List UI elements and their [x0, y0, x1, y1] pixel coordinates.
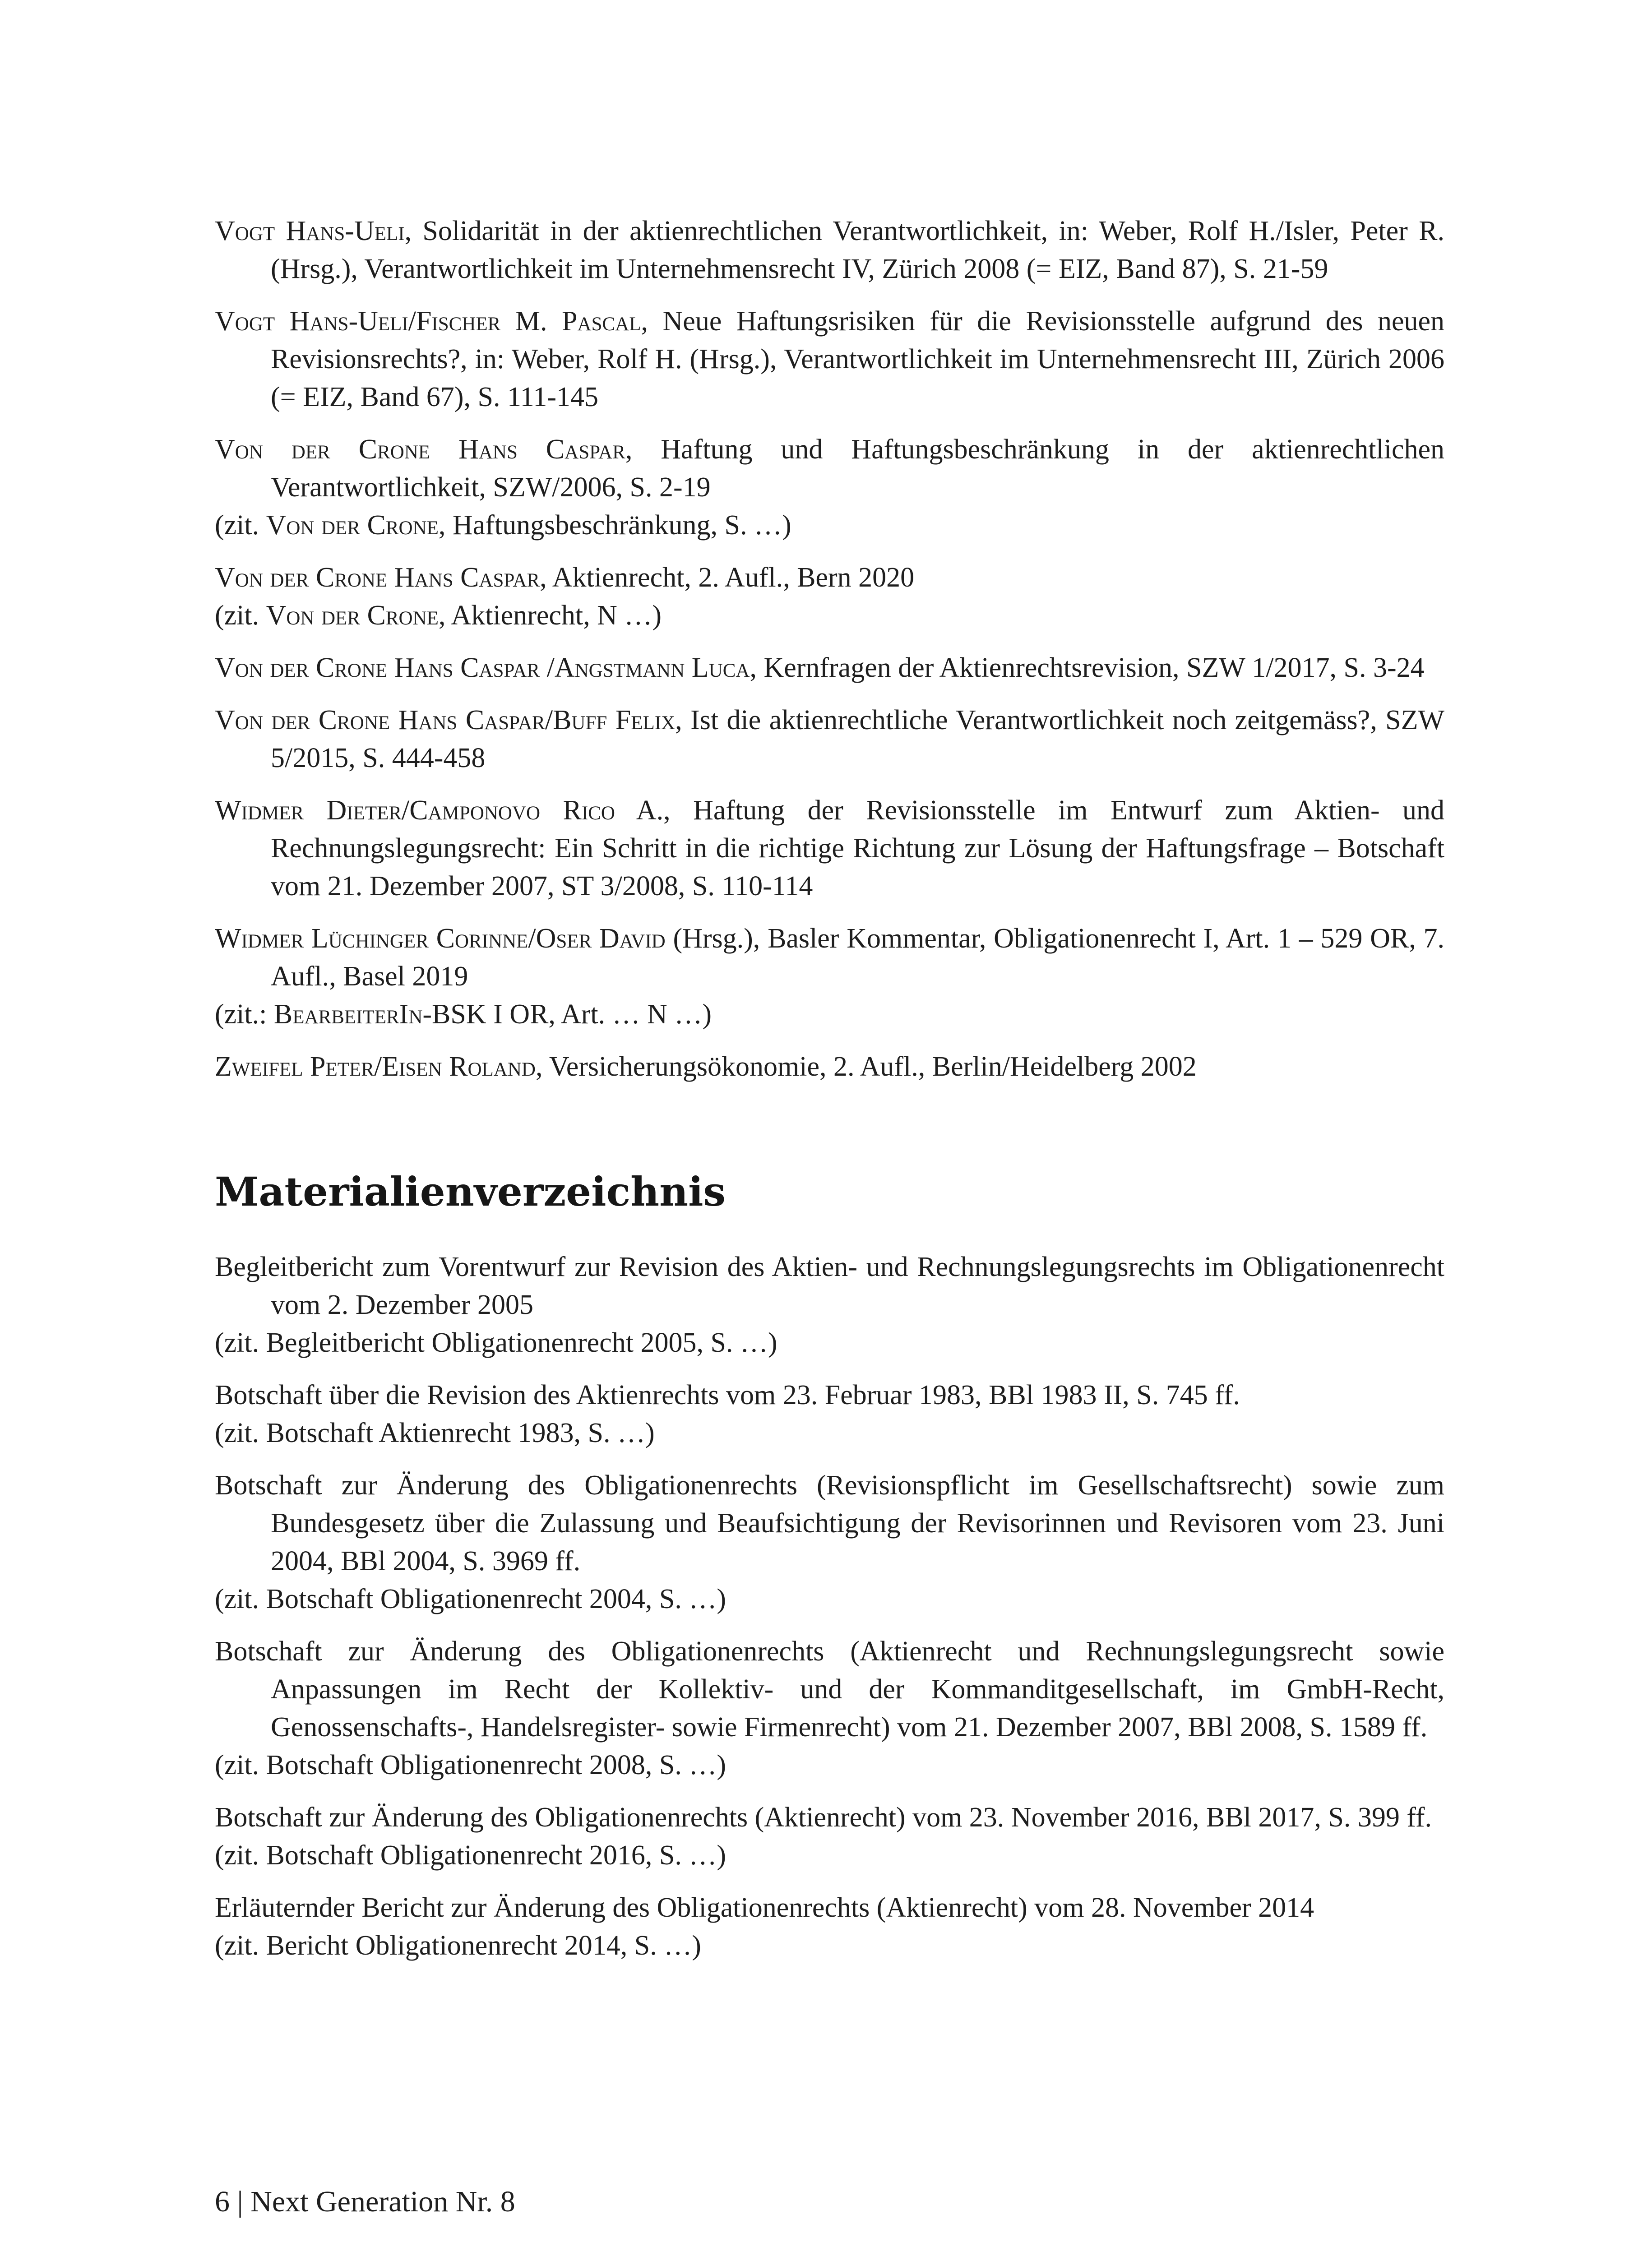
citation-prefix: (zit.: — [215, 999, 274, 1030]
entry-citation — [215, 596, 1444, 634]
section-heading: Materialienverzeichnis — [215, 1168, 726, 1215]
literature-entry — [215, 920, 1444, 1033]
entry-text: Begleitbericht zum Vorentwurf zur Revision des Aktien- und Rechnungslegungsrechts im Obligationenrecht vom 2. Dezember 2005 — [215, 1252, 1444, 1320]
entry-citation: (zit. Botschaft Obligationenrecht 2008, S. …) — [215, 1750, 726, 1780]
entry-text: , Haftung der Revisionsstelle im Entwurf zum Aktien- und Rechnungslegungsrecht: Ein Schritt in die richtige Richtung zur Lösung der Haftungsfrage – Botschaft vom 21. Dezember 2007, ST 3/2008, S. 110-114 — [271, 795, 1444, 901]
entry-author: Zweifel Peter/Eisen Roland — [215, 1051, 536, 1082]
citation-suffix: -BSK I OR, Art. … N …) — [422, 999, 712, 1030]
literature-entry — [215, 701, 1444, 777]
entry-author: Widmer Dieter/Camponovo Rico A. — [215, 795, 664, 826]
entry-text: , Aktienrecht, 2. Aufl., Bern 2020 — [540, 562, 915, 593]
citation-author: Von der Crone — [266, 600, 439, 631]
citation-author: Von der Crone — [266, 510, 439, 541]
entry-text: (Hrsg.), Basler Kommentar, Obligationenrecht I, Art. 1 – 529 OR, 7. Aufl., Basel 2019 — [271, 923, 1444, 992]
literature-entry — [215, 559, 1444, 634]
citation-author: BearbeiterIn — [273, 999, 423, 1030]
entry-citation: (zit. Botschaft Obligationenrecht 2016, S. …) — [215, 1840, 726, 1871]
entry-text: , Neue Haftungsrisiken für die Revisionsstelle aufgrund des neuen Revisionsrechts?, in: Weber, Rolf H. (Hrsg.), Verantwortlichkeit im Unternehmensrecht III, Zürich 2006 (= EIZ, Band 67), S. 111-145 — [271, 306, 1444, 412]
citation-prefix: (zit. — [215, 510, 266, 541]
page-footer: 6 | Next Generation Nr. 8 — [215, 2185, 515, 2218]
entry-citation: (zit. Begleitbericht Obligationenrecht 2005, S. …) — [215, 1327, 777, 1358]
entry-author: Von der Crone Hans Caspar/Buff Felix — [215, 705, 676, 735]
literature-entry — [215, 649, 1444, 687]
materials-entry — [215, 1466, 1444, 1618]
entry-text: , Ist die aktienrechtliche Verantwortlichkeit noch zeitgemäss?, SZW 5/2015, S. 444-458 — [271, 705, 1445, 773]
entry-text: , Solidarität in der aktienrechtlichen Verantwortlichkeit, in: Weber, Rolf H./Isler, Peter R. (Hrsg.), Verantwortlichkeit im Unternehmensrecht IV, Zürich 2008 (= EIZ, Band 87), S. 21-59 — [271, 216, 1445, 284]
entry-author: Widmer Lüchinger Corinne/Oser David — [215, 923, 666, 954]
entry-text: Erläuternder Bericht zur Änderung des Obligationenrechts (Aktienrecht) vom 28. November 2014 — [215, 1892, 1314, 1923]
entry-text: , Kernfragen der Aktienrechtsrevision, SZW 1/2017, S. 3-24 — [750, 652, 1425, 683]
materials-entry — [215, 1248, 1444, 1362]
literature-entry — [215, 1048, 1444, 1086]
citation-suffix: , Aktienrecht, N …) — [438, 600, 662, 631]
literature-entry — [215, 430, 1444, 544]
literature-entry — [215, 791, 1444, 905]
literature-entry — [215, 212, 1444, 288]
entry-author: Von der Crone Hans Caspar — [215, 434, 625, 465]
citation-prefix: (zit. — [215, 600, 266, 631]
entry-text: Botschaft zur Änderung des Obligationenrechts (Aktienrecht und Rechnungslegungsrecht sowie Anpassungen im Recht der Kollektiv- und der Kommanditgesellschaft, im GmbH-Recht, Genossenschafts-, Handelsregister- sowie Firmenrecht) vom 21. Dezember 2007, BBl 2008, S. 1589 ff. — [215, 1636, 1444, 1743]
entry-text: , Versicherungsökonomie, 2. Aufl., Berlin/Heidelberg 2002 — [535, 1051, 1197, 1082]
materials-entry — [215, 1889, 1444, 1965]
entry-text: Botschaft über die Revision des Aktienrechts vom 23. Februar 1983, BBl 1983 II, S. 745 ff. — [215, 1380, 1240, 1410]
entry-citation — [215, 995, 1444, 1033]
entry-citation: (zit. Botschaft Obligationenrecht 2004, S. …) — [215, 1584, 726, 1614]
entry-text: Botschaft zur Änderung des Obligationenrechts (Aktienrecht) vom 23. November 2016, BBl 2017, S. 399 ff. — [215, 1802, 1432, 1833]
page-content — [215, 212, 1444, 1979]
entry-text: Botschaft zur Änderung des Obligationenrechts (Revisionspflicht im Gesellschaftsrecht) sowie zum Bundesgesetz über die Zulassung und Beaufsichtigung der Revisorinnen und Revisoren vom 23. Juni 2004, BBl 2004, S. 3969 ff. — [215, 1470, 1444, 1576]
materials-entry — [215, 1376, 1444, 1452]
entry-author: Vogt Hans-Ueli — [215, 216, 405, 246]
materials-entry — [215, 1632, 1444, 1784]
entry-author: Vogt Hans-Ueli/Fischer M. Pascal — [215, 306, 641, 337]
materials-entry — [215, 1798, 1444, 1874]
entry-author: Von der Crone Hans Caspar — [215, 562, 540, 593]
entry-citation: (zit. Bericht Obligationenrecht 2014, S. …) — [215, 1930, 701, 1961]
entry-text: , Haftung und Haftungsbeschränkung in der aktienrechtlichen Verantwortlichkeit, SZW/2006, S. 2-19 — [271, 434, 1444, 503]
citation-suffix: , Haftungsbeschränkung, S. …) — [438, 510, 791, 541]
entry-citation — [215, 506, 1444, 544]
entry-author: Von der Crone Hans Caspar /Angstmann Luca — [215, 652, 750, 683]
entry-citation: (zit. Botschaft Aktienrecht 1983, S. …) — [215, 1418, 655, 1448]
literature-entry — [215, 302, 1444, 416]
